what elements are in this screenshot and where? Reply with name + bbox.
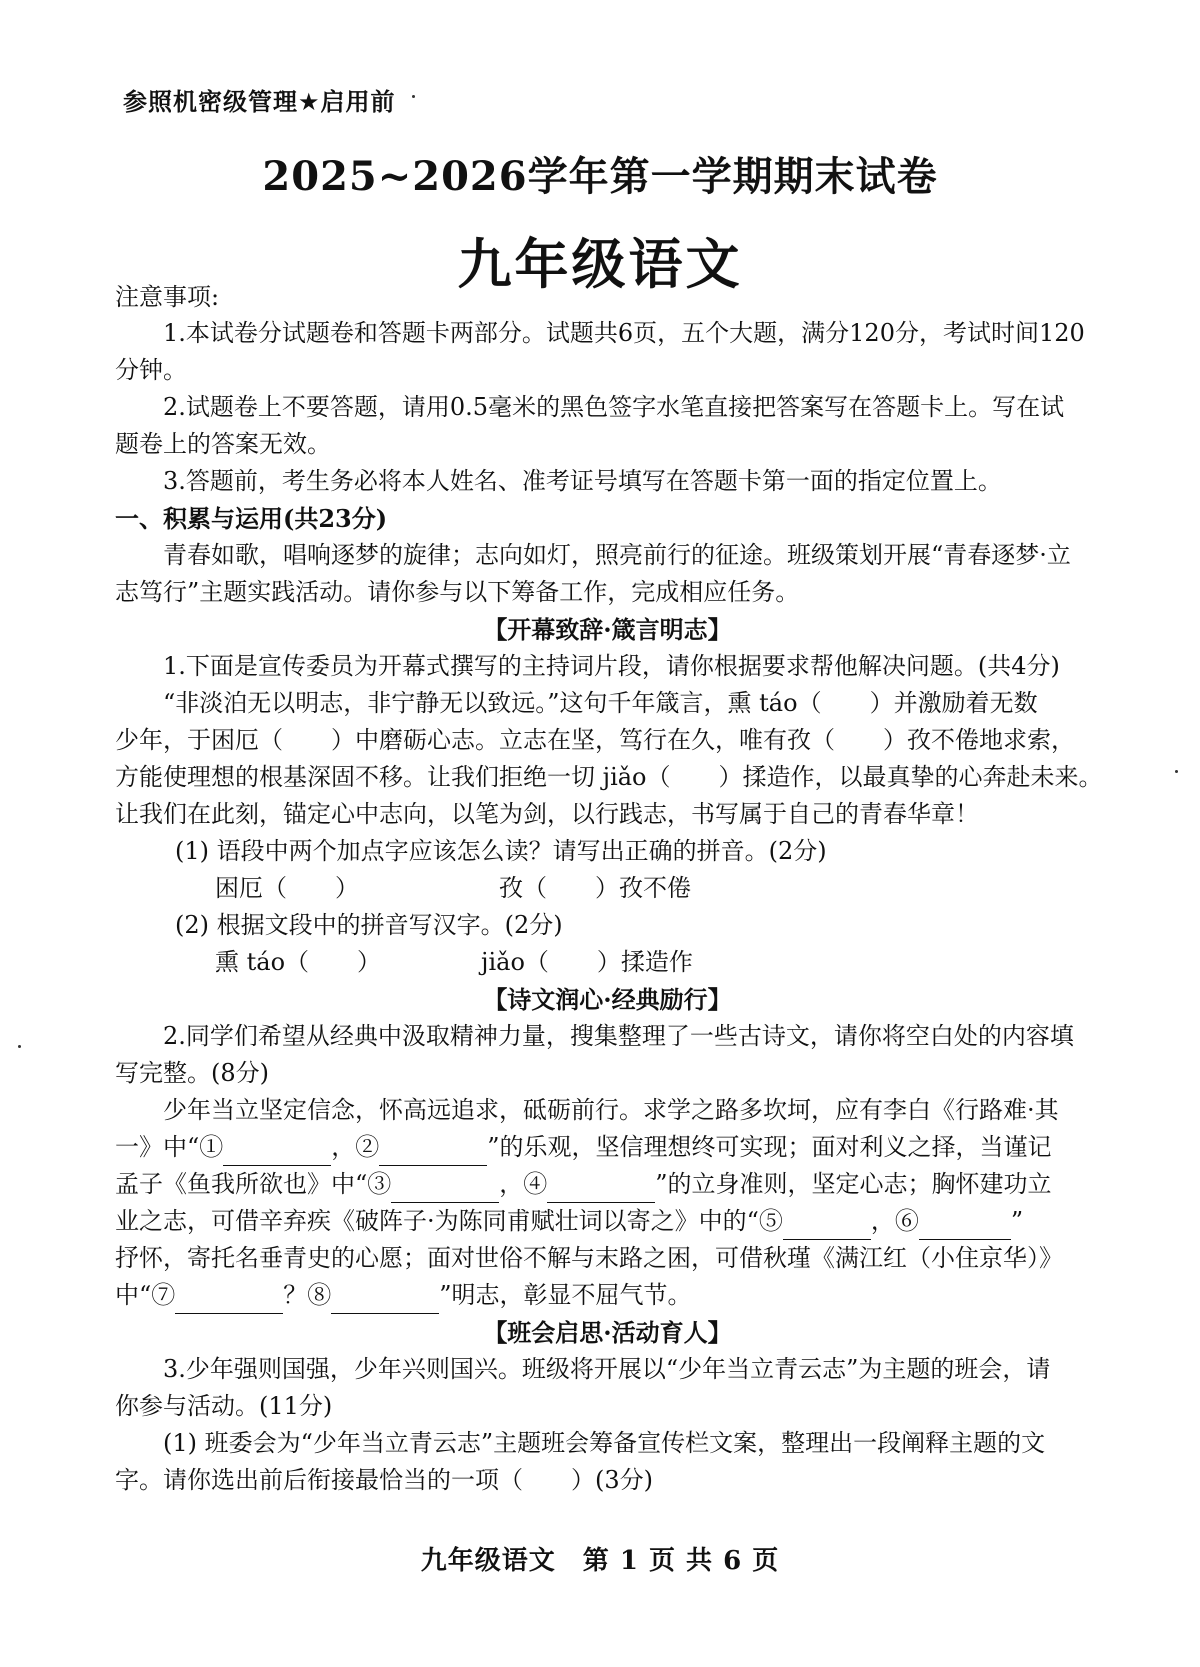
subject-title: 九年级语文 bbox=[457, 232, 743, 296]
question-1-stem: 1.下面是宣传委员为开幕式撰写的主持词片段，请你根据要求帮他解决问题。(共4分) bbox=[163, 652, 1060, 680]
fill-blank-3 bbox=[391, 1176, 499, 1203]
question-2-passage-4: 业之志，可借辛弃疾《破阵子·为陈同甫赋壮词以寄之》中的“⑤ ，⑥ ” bbox=[115, 1203, 1100, 1240]
fill-blank-4 bbox=[547, 1176, 655, 1203]
question-2-passage: 少年当立坚定信念，怀高远追求，砥砺前行。求学之路多坎坷，应有李白《行路难·其 bbox=[163, 1096, 1059, 1124]
question-1-part-1-answers bbox=[115, 870, 1100, 907]
question-1-part-2-answers bbox=[115, 944, 1100, 981]
question-2-stem-cont: 写完整。(8分) bbox=[115, 1059, 269, 1087]
notes-heading: 注意事项: bbox=[115, 283, 220, 311]
answer-blank-jiao: jiǎo（ ）揉造作 bbox=[481, 948, 693, 976]
fill-blank-1 bbox=[223, 1139, 331, 1166]
confidential-label: 参照机密级管理★启用前 bbox=[123, 88, 396, 116]
note-item-1: 1.本试卷分试题卷和答题卡两部分。试题共6页，五个大题，满分120分，考试时间120 bbox=[163, 319, 1085, 347]
subsection-title-1: 【开幕致辞·箴言明志】 bbox=[483, 615, 732, 644]
fill-blank-7 bbox=[175, 1287, 283, 1314]
question-1-part-1: (1) 语段中两个加点字应该怎么读？请写出正确的拼音。(2分) bbox=[175, 837, 827, 865]
scan-speck bbox=[18, 1045, 21, 1048]
question-2-passage-3: 孟子《鱼我所欲也》中“③ ，④ ”的立身准则，坚定心志；胸怀建功立 bbox=[115, 1166, 1100, 1203]
question-3-stem: 3.少年强则国强，少年兴则国兴。班级将开展以“少年当立青云志”为主题的班会，请 bbox=[163, 1355, 1051, 1383]
note-item-3: 3.答题前，考生务必将本人姓名、准考证号填写在答题卡第一面的指定位置上。 bbox=[163, 467, 1002, 495]
question-2-passage-5: 抒怀，寄托名垂青史的心愿；面对世俗不解与末路之困，可借秋瑾《满江红（小住京华）》 bbox=[115, 1244, 1063, 1272]
question-3-stem-cont: 你参与活动。(11分) bbox=[115, 1392, 333, 1420]
page-footer: 九年级语文 第 1 页 共 6 页 bbox=[420, 1546, 780, 1576]
fill-blank-2 bbox=[379, 1139, 487, 1166]
fill-blank-8 bbox=[331, 1287, 439, 1314]
fill-blank-6 bbox=[919, 1213, 1011, 1240]
scan-speck bbox=[412, 95, 415, 98]
section-intro: 青春如歌，唱响逐梦的旋律；志向如灯，照亮前行的征途。班级策划开展“青春逐梦·立 bbox=[163, 541, 1071, 569]
question-1-passage-4: 让我们在此刻，锚定心中志向，以笔为剑，以行践志，书写属于自己的青春华章！ bbox=[115, 800, 979, 828]
note-item-2-cont: 题卷上的答案无效。 bbox=[115, 430, 331, 458]
question-2-stem: 2.同学们希望从经典中汲取精神力量，搜集整理了一些古诗文，请你将空白处的内容填 bbox=[163, 1022, 1074, 1050]
question-1-passage-2: 少年，于困厄（ ）中磨砺心志。立志在坚，笃行在久，唯有孜（ ）孜不倦地求索， bbox=[115, 726, 1075, 754]
section-heading: 一、积累与运用(共23分) bbox=[115, 504, 388, 533]
question-3-part-1-cont: 字。请你选出前后衔接最恰当的一项（ ）(3分) bbox=[115, 1466, 653, 1494]
note-item-2: 2.试题卷上不要答题，请用0.5毫米的黑色签字水笔直接把答案写在答题卡上。写在试 bbox=[163, 393, 1065, 421]
exam-content bbox=[115, 280, 1103, 1499]
answer-blank-zi: 孜（ ）孜不倦 bbox=[499, 874, 691, 902]
question-3-part-1: (1) 班委会为“少年当立青云志”主题班会筹备宣传栏文案，整理出一段阐释主题的文 bbox=[163, 1429, 1046, 1457]
note-item-1-cont: 分钟。 bbox=[115, 356, 187, 384]
question-2-passage-2: 一》中“① ，② ”的乐观，坚信理想终可实现；面对利义之择，当谨记 bbox=[115, 1129, 1100, 1166]
question-1-passage: “非淡泊无以明志，非宁静无以致远。”这句千年箴言，熏 táo（ ）并激励着无数 bbox=[163, 689, 1038, 717]
exam-title: 2025~2026学年第一学期期末试卷 bbox=[262, 153, 938, 200]
question-1-part-2: (2) 根据文段中的拼音写汉字。(2分) bbox=[175, 911, 563, 939]
answer-blank-kune: 困厄（ ） bbox=[215, 874, 359, 902]
question-2-passage-6: 中“⑦ ？⑧ ”明志，彰显不屈气节。 bbox=[115, 1277, 1100, 1314]
fill-blank-5 bbox=[783, 1213, 871, 1240]
answer-blank-tao: 熏 táo（ ） bbox=[215, 948, 382, 976]
question-1-passage-3: 方能使理想的根基深固不移。让我们拒绝一切 jiǎo（ ）揉造作，以最真挚的心奔赴未来。 bbox=[115, 763, 1103, 791]
subsection-title-3: 【班会启思·活动育人】 bbox=[483, 1318, 732, 1347]
section-intro-cont: 志笃行”主题实践活动。请你参与以下筹备工作，完成相应任务。 bbox=[115, 578, 800, 606]
subsection-title-2: 【诗文润心·经典励行】 bbox=[483, 985, 732, 1014]
scan-speck bbox=[1175, 770, 1178, 773]
